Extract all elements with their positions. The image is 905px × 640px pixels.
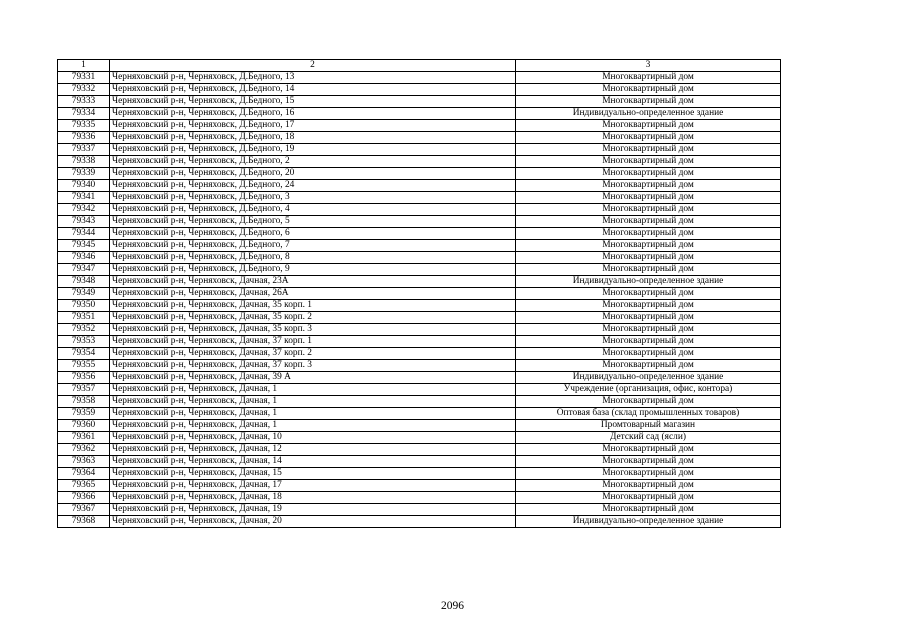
object-type-cell: Многоквартирный дом (516, 456, 781, 468)
table-row (58, 312, 781, 324)
object-type-cell: Многоквартирный дом (516, 144, 781, 156)
object-type-cell: Детский сад (ясли) (516, 432, 781, 444)
table-row (58, 480, 781, 492)
object-type-cell: Многоквартирный дом (516, 168, 781, 180)
row-number-cell: 79366 (58, 492, 110, 504)
row-number-cell: 79340 (58, 180, 110, 192)
address-cell: Черняховский р-н, Черняховск, Дачная, 17 (110, 480, 516, 492)
address-cell: Черняховский р-н, Черняховск, Дачная, 37 корп. 1 (110, 336, 516, 348)
table-row (58, 408, 781, 420)
address-cell: Черняховский р-н, Черняховск, Дачная, 18 (110, 492, 516, 504)
row-number-cell: 79364 (58, 468, 110, 480)
object-type-cell: Многоквартирный дом (516, 324, 781, 336)
object-type-cell: Многоквартирный дом (516, 444, 781, 456)
row-number-cell: 79359 (58, 408, 110, 420)
row-number-cell: 79337 (58, 144, 110, 156)
row-number-cell: 79344 (58, 228, 110, 240)
object-type-cell: Многоквартирный дом (516, 252, 781, 264)
address-cell: Черняховский р-н, Черняховск, Д.Бедного, 24 (110, 180, 516, 192)
address-cell: Черняховский р-н, Черняховск, Д.Бедного, 5 (110, 216, 516, 228)
table-row (58, 324, 781, 336)
object-type-cell: Многоквартирный дом (516, 360, 781, 372)
table-row (58, 300, 781, 312)
address-cell: Черняховский р-н, Черняховск, Дачная, 26А (110, 288, 516, 300)
row-number-cell: 79356 (58, 372, 110, 384)
object-type-cell: Индивидуально-определенное здание (516, 516, 781, 528)
object-type-cell: Многоквартирный дом (516, 228, 781, 240)
table-row (58, 468, 781, 480)
table-row (58, 252, 781, 264)
address-cell: Черняховский р-н, Черняховск, Дачная, 12 (110, 444, 516, 456)
table-row (58, 204, 781, 216)
table-row (58, 168, 781, 180)
row-number-cell: 79358 (58, 396, 110, 408)
table-row (58, 336, 781, 348)
table-row (58, 372, 781, 384)
address-cell: Черняховский р-н, Черняховск, Д.Бедного, 19 (110, 144, 516, 156)
table-row (58, 288, 781, 300)
object-type-cell: Многоквартирный дом (516, 240, 781, 252)
address-cell: Черняховский р-н, Черняховск, Дачная, 35 корп. 3 (110, 324, 516, 336)
address-cell: Черняховский р-н, Черняховск, Д.Бедного, 3 (110, 192, 516, 204)
address-cell: Черняховский р-н, Черняховск, Дачная, 37 корп. 3 (110, 360, 516, 372)
row-number-cell: 79343 (58, 216, 110, 228)
table-row (58, 420, 781, 432)
table-row (58, 396, 781, 408)
object-type-cell: Многоквартирный дом (516, 312, 781, 324)
table-row (58, 144, 781, 156)
object-type-cell: Многоквартирный дом (516, 132, 781, 144)
address-cell: Черняховский р-н, Черняховск, Д.Бедного, 13 (110, 72, 516, 84)
row-number-cell: 79349 (58, 288, 110, 300)
object-type-cell: Многоквартирный дом (516, 96, 781, 108)
table-row (58, 132, 781, 144)
row-number-cell: 79347 (58, 264, 110, 276)
address-cell: Черняховский р-н, Черняховск, Д.Бедного, 8 (110, 252, 516, 264)
object-type-cell: Многоквартирный дом (516, 264, 781, 276)
table-row (58, 516, 781, 528)
table-row (58, 456, 781, 468)
table-row (58, 504, 781, 516)
address-cell: Черняховский р-н, Черняховск, Дачная, 23А (110, 276, 516, 288)
registry-table (57, 59, 781, 528)
table-row (58, 216, 781, 228)
object-type-cell: Многоквартирный дом (516, 120, 781, 132)
row-number-cell: 79331 (58, 72, 110, 84)
table-header-row (58, 60, 781, 72)
table-row (58, 108, 781, 120)
object-type-cell: Многоквартирный дом (516, 216, 781, 228)
object-type-cell: Многоквартирный дом (516, 396, 781, 408)
row-number-cell: 79357 (58, 384, 110, 396)
row-number-cell: 79363 (58, 456, 110, 468)
table-row (58, 360, 781, 372)
address-cell: Черняховский р-н, Черняховск, Д.Бедного, 14 (110, 84, 516, 96)
table-row (58, 348, 781, 360)
address-cell: Черняховский р-н, Черняховск, Д.Бедного, 4 (110, 204, 516, 216)
object-type-cell: Многоквартирный дом (516, 300, 781, 312)
row-number-cell: 79354 (58, 348, 110, 360)
table-row (58, 180, 781, 192)
object-type-cell: Оптовая база (склад промышленных товаров) (516, 408, 781, 420)
row-number-cell: 79346 (58, 252, 110, 264)
object-type-cell: Многоквартирный дом (516, 492, 781, 504)
address-cell: Черняховский р-н, Черняховск, Дачная, 39 А (110, 372, 516, 384)
row-number-cell: 79351 (58, 312, 110, 324)
row-number-cell: 79338 (58, 156, 110, 168)
object-type-cell: Индивидуально-определенное здание (516, 108, 781, 120)
object-type-cell: Многоквартирный дом (516, 180, 781, 192)
address-cell: Черняховский р-н, Черняховск, Дачная, 14 (110, 456, 516, 468)
address-cell: Черняховский р-н, Черняховск, Дачная, 37 корп. 2 (110, 348, 516, 360)
row-number-cell: 79355 (58, 360, 110, 372)
object-type-cell: Промтоварный магазин (516, 420, 781, 432)
address-cell: Черняховский р-н, Черняховск, Дачная, 19 (110, 504, 516, 516)
object-type-cell: Индивидуально-определенное здание (516, 372, 781, 384)
address-cell: Черняховский р-н, Черняховск, Дачная, 35 корп. 1 (110, 300, 516, 312)
address-cell: Черняховский р-н, Черняховск, Дачная, 15 (110, 468, 516, 480)
column-header-number: 1 (58, 60, 110, 72)
row-number-cell: 79342 (58, 204, 110, 216)
object-type-cell: Многоквартирный дом (516, 348, 781, 360)
address-cell: Черняховский р-н, Черняховск, Д.Бедного, 9 (110, 264, 516, 276)
row-number-cell: 79341 (58, 192, 110, 204)
row-number-cell: 79350 (58, 300, 110, 312)
row-number-cell: 79353 (58, 336, 110, 348)
address-cell: Черняховский р-н, Черняховск, Дачная, 1 (110, 384, 516, 396)
address-cell: Черняховский р-н, Черняховск, Д.Бедного, 18 (110, 132, 516, 144)
object-type-cell: Многоквартирный дом (516, 84, 781, 96)
table-row (58, 492, 781, 504)
row-number-cell: 79360 (58, 420, 110, 432)
object-type-cell: Многоквартирный дом (516, 504, 781, 516)
address-cell: Черняховский р-н, Черняховск, Д.Бедного, 2 (110, 156, 516, 168)
table-row (58, 264, 781, 276)
row-number-cell: 79362 (58, 444, 110, 456)
table-row (58, 72, 781, 84)
row-number-cell: 79352 (58, 324, 110, 336)
address-cell: Черняховский р-н, Черняховск, Д.Бедного, 17 (110, 120, 516, 132)
row-number-cell: 79348 (58, 276, 110, 288)
object-type-cell: Индивидуально-определенное здание (516, 276, 781, 288)
address-cell: Черняховский р-н, Черняховск, Д.Бедного, 7 (110, 240, 516, 252)
table-row (58, 84, 781, 96)
row-number-cell: 79345 (58, 240, 110, 252)
object-type-cell: Многоквартирный дом (516, 480, 781, 492)
table-row (58, 120, 781, 132)
row-number-cell: 79339 (58, 168, 110, 180)
row-number-cell: 79332 (58, 84, 110, 96)
address-cell: Черняховский р-н, Черняховск, Д.Бедного, 6 (110, 228, 516, 240)
object-type-cell: Многоквартирный дом (516, 468, 781, 480)
object-type-cell: Многоквартирный дом (516, 156, 781, 168)
address-cell: Черняховский р-н, Черняховск, Дачная, 20 (110, 516, 516, 528)
column-header-address: 2 (110, 60, 516, 72)
address-cell: Черняховский р-н, Черняховск, Д.Бедного, 20 (110, 168, 516, 180)
object-type-cell: Многоквартирный дом (516, 72, 781, 84)
address-cell: Черняховский р-н, Черняховск, Д.Бедного, 16 (110, 108, 516, 120)
table-row (58, 156, 781, 168)
table-body (58, 72, 781, 528)
table-row (58, 432, 781, 444)
address-cell: Черняховский р-н, Черняховск, Дачная, 35 корп. 2 (110, 312, 516, 324)
row-number-cell: 79336 (58, 132, 110, 144)
address-cell: Черняховский р-н, Черняховск, Дачная, 1 (110, 396, 516, 408)
address-cell: Черняховский р-н, Черняховск, Дачная, 1 (110, 408, 516, 420)
column-header-object-type: 3 (516, 60, 781, 72)
table-row (58, 240, 781, 252)
row-number-cell: 79334 (58, 108, 110, 120)
object-type-cell: Учреждение (организация, офис, контора) (516, 384, 781, 396)
table-row (58, 276, 781, 288)
object-type-cell: Многоквартирный дом (516, 204, 781, 216)
table-row (58, 384, 781, 396)
table-row (58, 228, 781, 240)
row-number-cell: 79368 (58, 516, 110, 528)
table-row (58, 192, 781, 204)
row-number-cell: 79335 (58, 120, 110, 132)
table-row (58, 444, 781, 456)
object-type-cell: Многоквартирный дом (516, 336, 781, 348)
row-number-cell: 79361 (58, 432, 110, 444)
object-type-cell: Многоквартирный дом (516, 192, 781, 204)
object-type-cell: Многоквартирный дом (516, 288, 781, 300)
table-row (58, 96, 781, 108)
row-number-cell: 79333 (58, 96, 110, 108)
row-number-cell: 79367 (58, 504, 110, 516)
address-cell: Черняховский р-н, Черняховск, Дачная, 10 (110, 432, 516, 444)
address-cell: Черняховский р-н, Черняховск, Дачная, 1 (110, 420, 516, 432)
row-number-cell: 79365 (58, 480, 110, 492)
address-cell: Черняховский р-н, Черняховск, Д.Бедного, 15 (110, 96, 516, 108)
page-number: 2096 (441, 600, 464, 612)
